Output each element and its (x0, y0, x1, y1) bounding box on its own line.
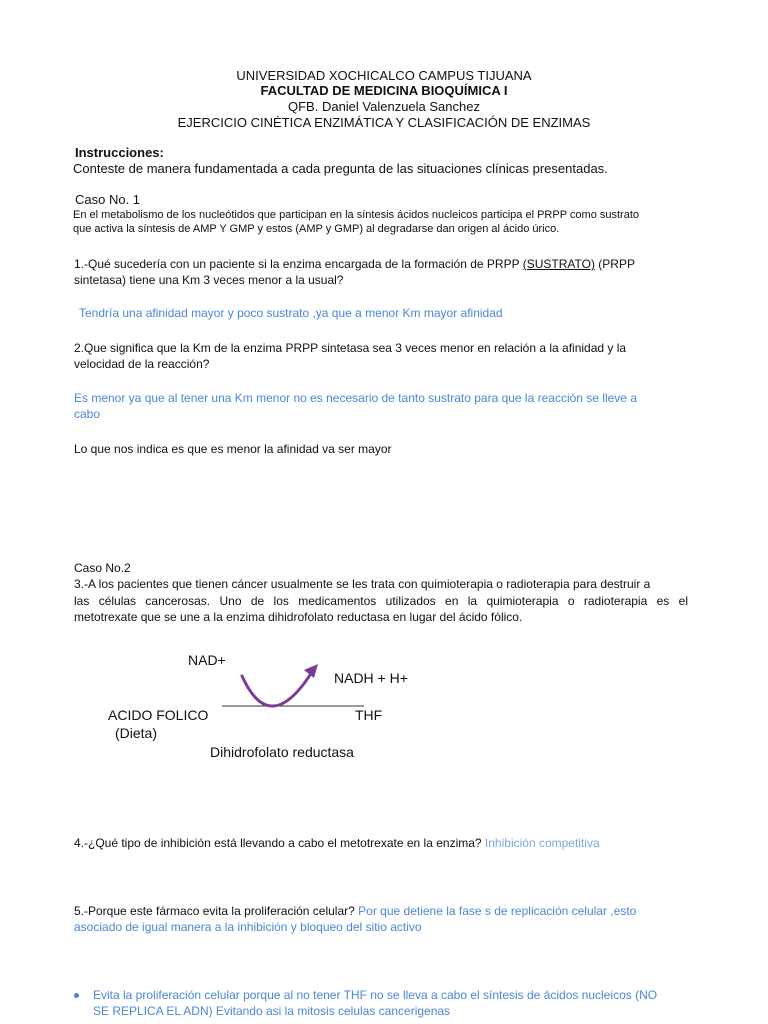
answer-2-line1: Es menor ya que al tener una Km menor no es necesario de tanto sustrato para que la reacción se lleve a (74, 391, 637, 405)
question-4 (74, 835, 600, 851)
answer-4: Inhibición competitiva (484, 836, 600, 850)
question-3-line1: 3.-A los pacientes que tienen cáncer usualmente se les trata con quimioterapia o radioterapia para destruir a (74, 577, 651, 591)
answer-5-line1: Por que detiene la fase s de replicación celular ,esto (358, 904, 637, 918)
teacher-name: QFB. Daniel Valenzuela Sanchez (288, 99, 480, 114)
question-1-underlined: (SUSTRATO) (522, 257, 595, 271)
answer-2-extra: Lo que nos indica es que es menor la afinidad va ser mayor (74, 442, 392, 456)
case1-title: Caso No. 1 (75, 192, 141, 207)
diagram-nadh-label: NADH + H+ (334, 670, 408, 686)
question-1-part2: (PRPP (594, 257, 635, 271)
bullet-line2: SE REPLICA EL ADN) Evitando asi la mitosis celulas cancerigenas (93, 1004, 451, 1018)
question-4-text: 4.-¿Qué tipo de inhibición está llevando a cabo el metotrexate en la enzima? (74, 836, 485, 850)
question-1-line2: sintetasa) tiene una Km 3 veces menor a la usual? (74, 273, 344, 287)
diagram-substrate-label: ACIDO FOLICO (108, 707, 209, 723)
cofactor-curve (242, 672, 312, 706)
question-5 (74, 903, 636, 919)
diagram-enzyme-label: Dihidrofolato reductasa (210, 744, 354, 760)
diagram-product-label: THF (355, 707, 383, 723)
case1-intro-line1: En el metabolismo de los nucleótidos que participan en la síntesis ácidos nucleicos participa el PRPP como sustrato (73, 209, 639, 221)
bullet-line1: Evita la proliferación celular porque al no tener THF no se lleva a cabo el síntesis de ácidos nucleicos (NO (93, 988, 658, 1002)
question-2-line1: 2.Que significa que la Km de la enzima PRPP sintetasa sea 3 veces menor en relación a la afinidad y la (74, 341, 627, 355)
case1-intro-line2: que activa la síntesis de AMP Y GMP y estos (AMP y GMP) al degradarse dan origen al ácido úrico. (73, 223, 560, 235)
question-1 (74, 256, 635, 272)
question-5-text: 5.-Porque este fármaco evita la proliferación celular? (74, 904, 359, 918)
exercise-title: EJERCICIO CINÉTICA ENZIMÁTICA Y CLASIFICACIÓN DE ENZIMAS (177, 115, 591, 130)
bullet-dot-icon (74, 993, 79, 998)
faculty-name: FACULTAD DE MEDICINA BIOQUÍMICA I (260, 83, 508, 98)
instructions-text: Conteste de manera fundamentada a cada pregunta de las situaciones clínicas presentadas. (73, 161, 608, 176)
question-3-line2: las células cancerosas. Uno de los medicamentos utilizados en la quimioterapia o radioterapia es el (74, 594, 688, 608)
case2-title: Caso No.2 (74, 561, 131, 575)
question-2-line2: velocidad de la reacción? (74, 357, 210, 371)
question-3-line3: metotrexate que se une a la enzima dihidrofolato reductasa en lugar del ácido fólico. (74, 610, 523, 624)
instructions-heading: Instrucciones: (75, 145, 164, 160)
diagram-substrate-note: (Dieta) (115, 725, 158, 741)
diagram-nad-label: NAD+ (188, 652, 226, 668)
answer-5-line2: asociado de igual manera a la inhibición y bloqueo del sitio activo (74, 920, 422, 934)
answer-1: Tendría una afinidad mayor y poco sustrato ,ya que a menor Km mayor afinidad (79, 306, 503, 320)
question-1-part1: 1.-Qué sucedería con un paciente si la enzima encargada de la formación de PRPP (74, 257, 523, 271)
reaction-diagram-svg (200, 660, 380, 720)
answer-2-line2: cabo (74, 407, 101, 421)
university-name: UNIVERSIDAD XOCHICALCO CAMPUS TIJUANA (236, 68, 532, 83)
